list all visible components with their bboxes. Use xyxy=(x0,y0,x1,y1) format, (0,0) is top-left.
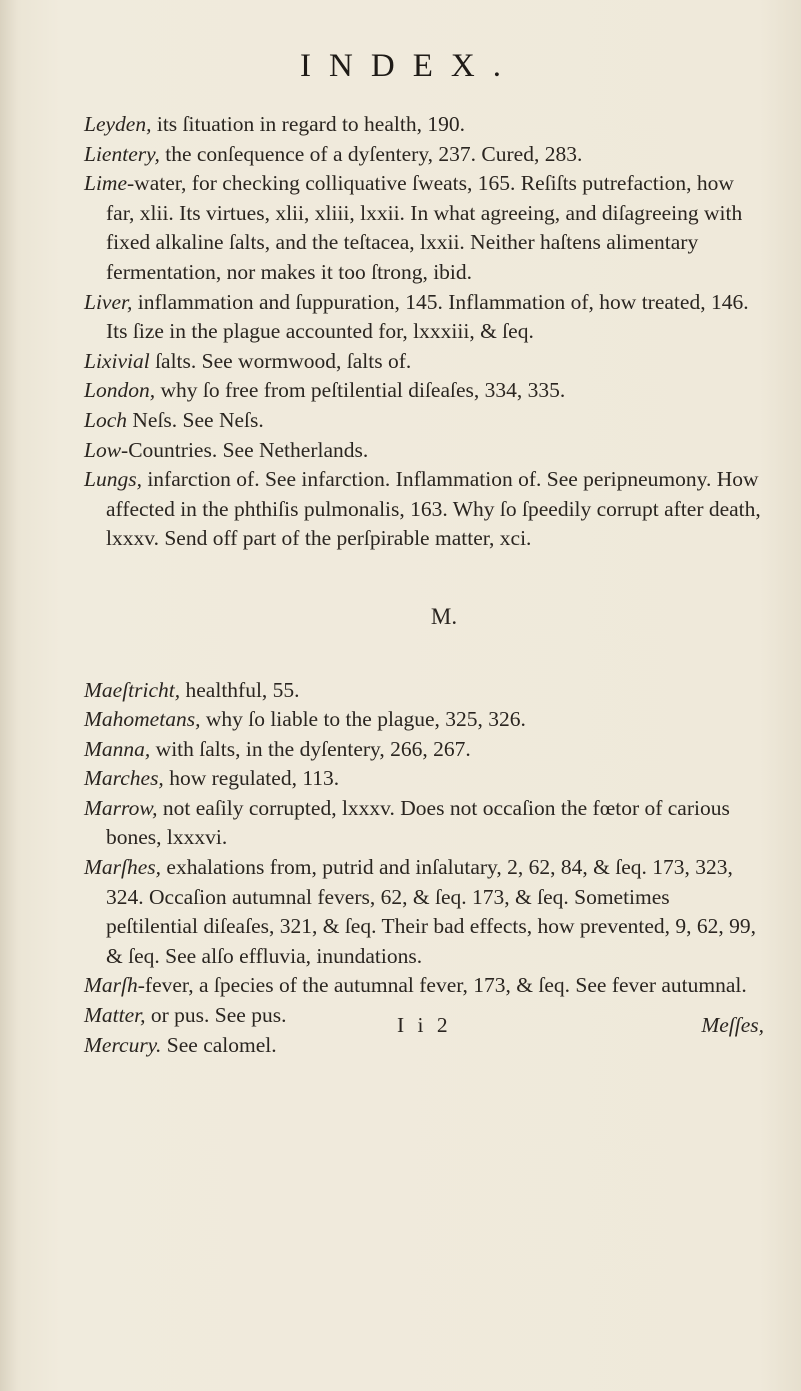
entry-text: the conſequence of a dyſentery, 237. Cured, 283. xyxy=(159,141,583,166)
index-entry xyxy=(84,140,764,170)
entry-keyword: Leyden, xyxy=(84,112,152,136)
index-entry xyxy=(84,436,764,466)
index-entry xyxy=(84,971,764,1001)
entry-keyword: Lime- xyxy=(84,171,135,196)
entry-text: how regulated, 113. xyxy=(163,766,340,791)
entry-keyword: London, xyxy=(84,378,156,403)
index-entry xyxy=(84,406,764,436)
entry-text: with ſalts, in the dyſentery, 266, 267. xyxy=(150,736,471,761)
entry-keyword: Low- xyxy=(84,437,129,462)
entry-text: exhalations from, putrid and inſalutary, 2, 62, 84, & ſeq. 173, 323, 324. Occaſion autumnal fevers, 62, & ſeq. 173, & ſeq. Sometimes peſtilential diſeaſes, 321, & ſeq. Their bad effects, how prevented, 9, 62, 99, & ſeq. See alſo effluvia, inundations. xyxy=(106,855,756,968)
entry-text: fever, a ſpecies of the autumnal fever, 173, & ſeq. See fever autumnal. xyxy=(144,973,747,998)
entry-text: not eaſily corrupted, lxxxv. Does not occaſion the fœtor of carious bones, lxxxvi. xyxy=(106,795,730,850)
entry-text: why ſo free from peſtilential diſeaſes, 334, 335. xyxy=(155,378,566,403)
entry-text: Neſs. See Neſs. xyxy=(127,407,264,432)
entry-text: infarction of. See infarction. Inflammation of. See peripneumony. How affected in the phthiſis pulmonalis, 163. Why ſo ſpeedily corrupt after death, lxxxv. Send off part of the perſpirable matter, xci. xyxy=(106,467,761,551)
index-body xyxy=(84,110,764,1060)
section-letter: M. xyxy=(430,603,458,629)
entry-keyword: Lixivial xyxy=(84,348,150,373)
catchword: Meſſes, xyxy=(701,1013,764,1037)
index-entry xyxy=(84,376,764,406)
index-entry xyxy=(84,794,764,853)
entry-keyword: Maeſtricht, xyxy=(84,677,181,702)
entry-keyword: Mercury. xyxy=(84,1032,162,1057)
entry-keyword: Matter, xyxy=(84,1003,146,1028)
page-header: INDEX. xyxy=(300,48,519,84)
entry-text: or pus. See pus. xyxy=(145,1003,287,1028)
index-entry xyxy=(84,853,764,971)
entry-keyword: Loch xyxy=(84,407,127,432)
entry-keyword: Marſhes, xyxy=(84,855,162,880)
page-footer xyxy=(84,1013,764,1043)
index-entry xyxy=(84,764,764,794)
entry-text: healthful, 55. xyxy=(180,677,300,702)
entry-text: water, for checking colliquative ſweats, 165. Reſiſts putrefaction, how far, xlii. Its virtues, xlii, xliii, lxxii. In what agreeing, and diſagreeing with fixed alkaline ſalts, and the teſtacea, lxxii. Neither haſtens alimentary fermentation, nor makes it too ſtrong, ibid. xyxy=(106,171,743,284)
index-entry xyxy=(84,169,764,287)
index-entry xyxy=(84,288,764,347)
entry-text: See calomel. xyxy=(161,1032,277,1057)
index-entry xyxy=(84,676,764,706)
index-entry xyxy=(84,347,764,377)
index-entry xyxy=(84,705,764,735)
entry-text: Countries. See Netherlands. xyxy=(128,437,369,462)
entry-text: inflammation and ſuppuration, 145. Inflammation of, how treated, 146. Its ſize in the plague accounted for, lxxxiii, & ſeq. xyxy=(106,289,749,344)
entry-keyword: Marſh- xyxy=(84,973,145,998)
entry-keyword: Manna, xyxy=(84,736,151,761)
index-entry xyxy=(84,465,764,554)
entry-text: why ſo liable to the plague, 325, 326. xyxy=(200,707,526,732)
signature-mark: I i 2 xyxy=(397,1013,452,1037)
entry-keyword: Marches, xyxy=(84,766,164,791)
entry-keyword: Liver, xyxy=(84,289,133,314)
entry-keyword: Lungs, xyxy=(84,467,142,492)
index-entry xyxy=(84,735,764,765)
index-entry xyxy=(84,110,764,140)
entry-text: its ſituation in regard to health, 190. xyxy=(151,112,465,136)
entry-keyword: Mahometans, xyxy=(84,707,201,732)
entry-keyword: Marrow, xyxy=(84,795,158,820)
entry-text: ſalts. See wormwood, ſalts of. xyxy=(149,348,412,373)
entry-keyword: Lientery, xyxy=(84,141,160,166)
